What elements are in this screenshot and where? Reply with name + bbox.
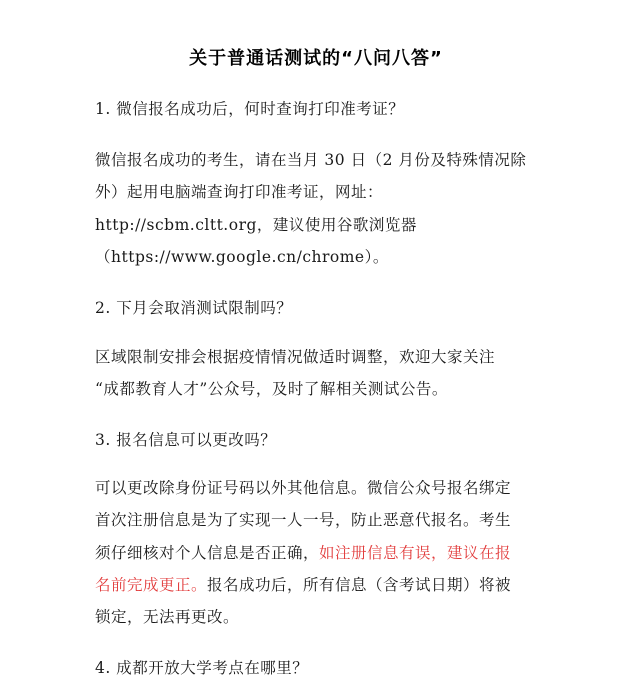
question-3: 3. 报名信息可以更改吗？ (95, 431, 277, 449)
answer-3-line-4-normal: 报名成功后，所有信息（含考试日期）将被 (207, 576, 512, 594)
answer-1-line-2: 外）起用电脑端查询打印准考证，网址： (95, 183, 384, 201)
answer-1-line-4: （https://www.google.cn/chrome）。 (95, 248, 389, 266)
question-2: 2. 下月会取消测试限制吗？ (95, 299, 293, 317)
answer-3-line-1: 可以更改除身份证号码以外其他信息。微信公众号报名绑定 (95, 479, 512, 497)
answer-3-highlight-part-2: 名前完成更正。 (95, 576, 208, 594)
question-1: 1. 微信报名成功后，何时查询打印准考证？ (95, 100, 405, 118)
answer-3-line-4 (95, 573, 511, 595)
question-4: 4. 成都开放大学考点在哪里？ (95, 659, 309, 677)
document-title: 关于普通话测试的“八问八答” (189, 48, 443, 69)
answer-1-line-1: 微信报名成功的考生，请在当月 30 日（2 月份及特殊情况除 (95, 151, 527, 169)
answer-2-line-2: “成都教育人才”公众号，及时了解相关测试公告。 (95, 380, 448, 398)
answer-3-line-3 (95, 541, 511, 563)
answer-1-line-3: http://scbm.cltt.org，建议使用谷歌浏览器 (95, 216, 417, 234)
answer-3-line-2: 首次注册信息是为了实现一人一号，防止恶意代报名。考生 (95, 511, 512, 529)
answer-3-highlight-part-1: 如注册信息有误，建议在报 (319, 544, 512, 562)
answer-3-line-5: 锁定，无法再更改。 (95, 608, 240, 626)
answer-3-line-3-normal: 须仔细核对个人信息是否正确， (95, 544, 320, 562)
answer-2-line-1: 区域限制安排会根据疫情情况做适时调整，欢迎大家关注 (95, 348, 496, 366)
